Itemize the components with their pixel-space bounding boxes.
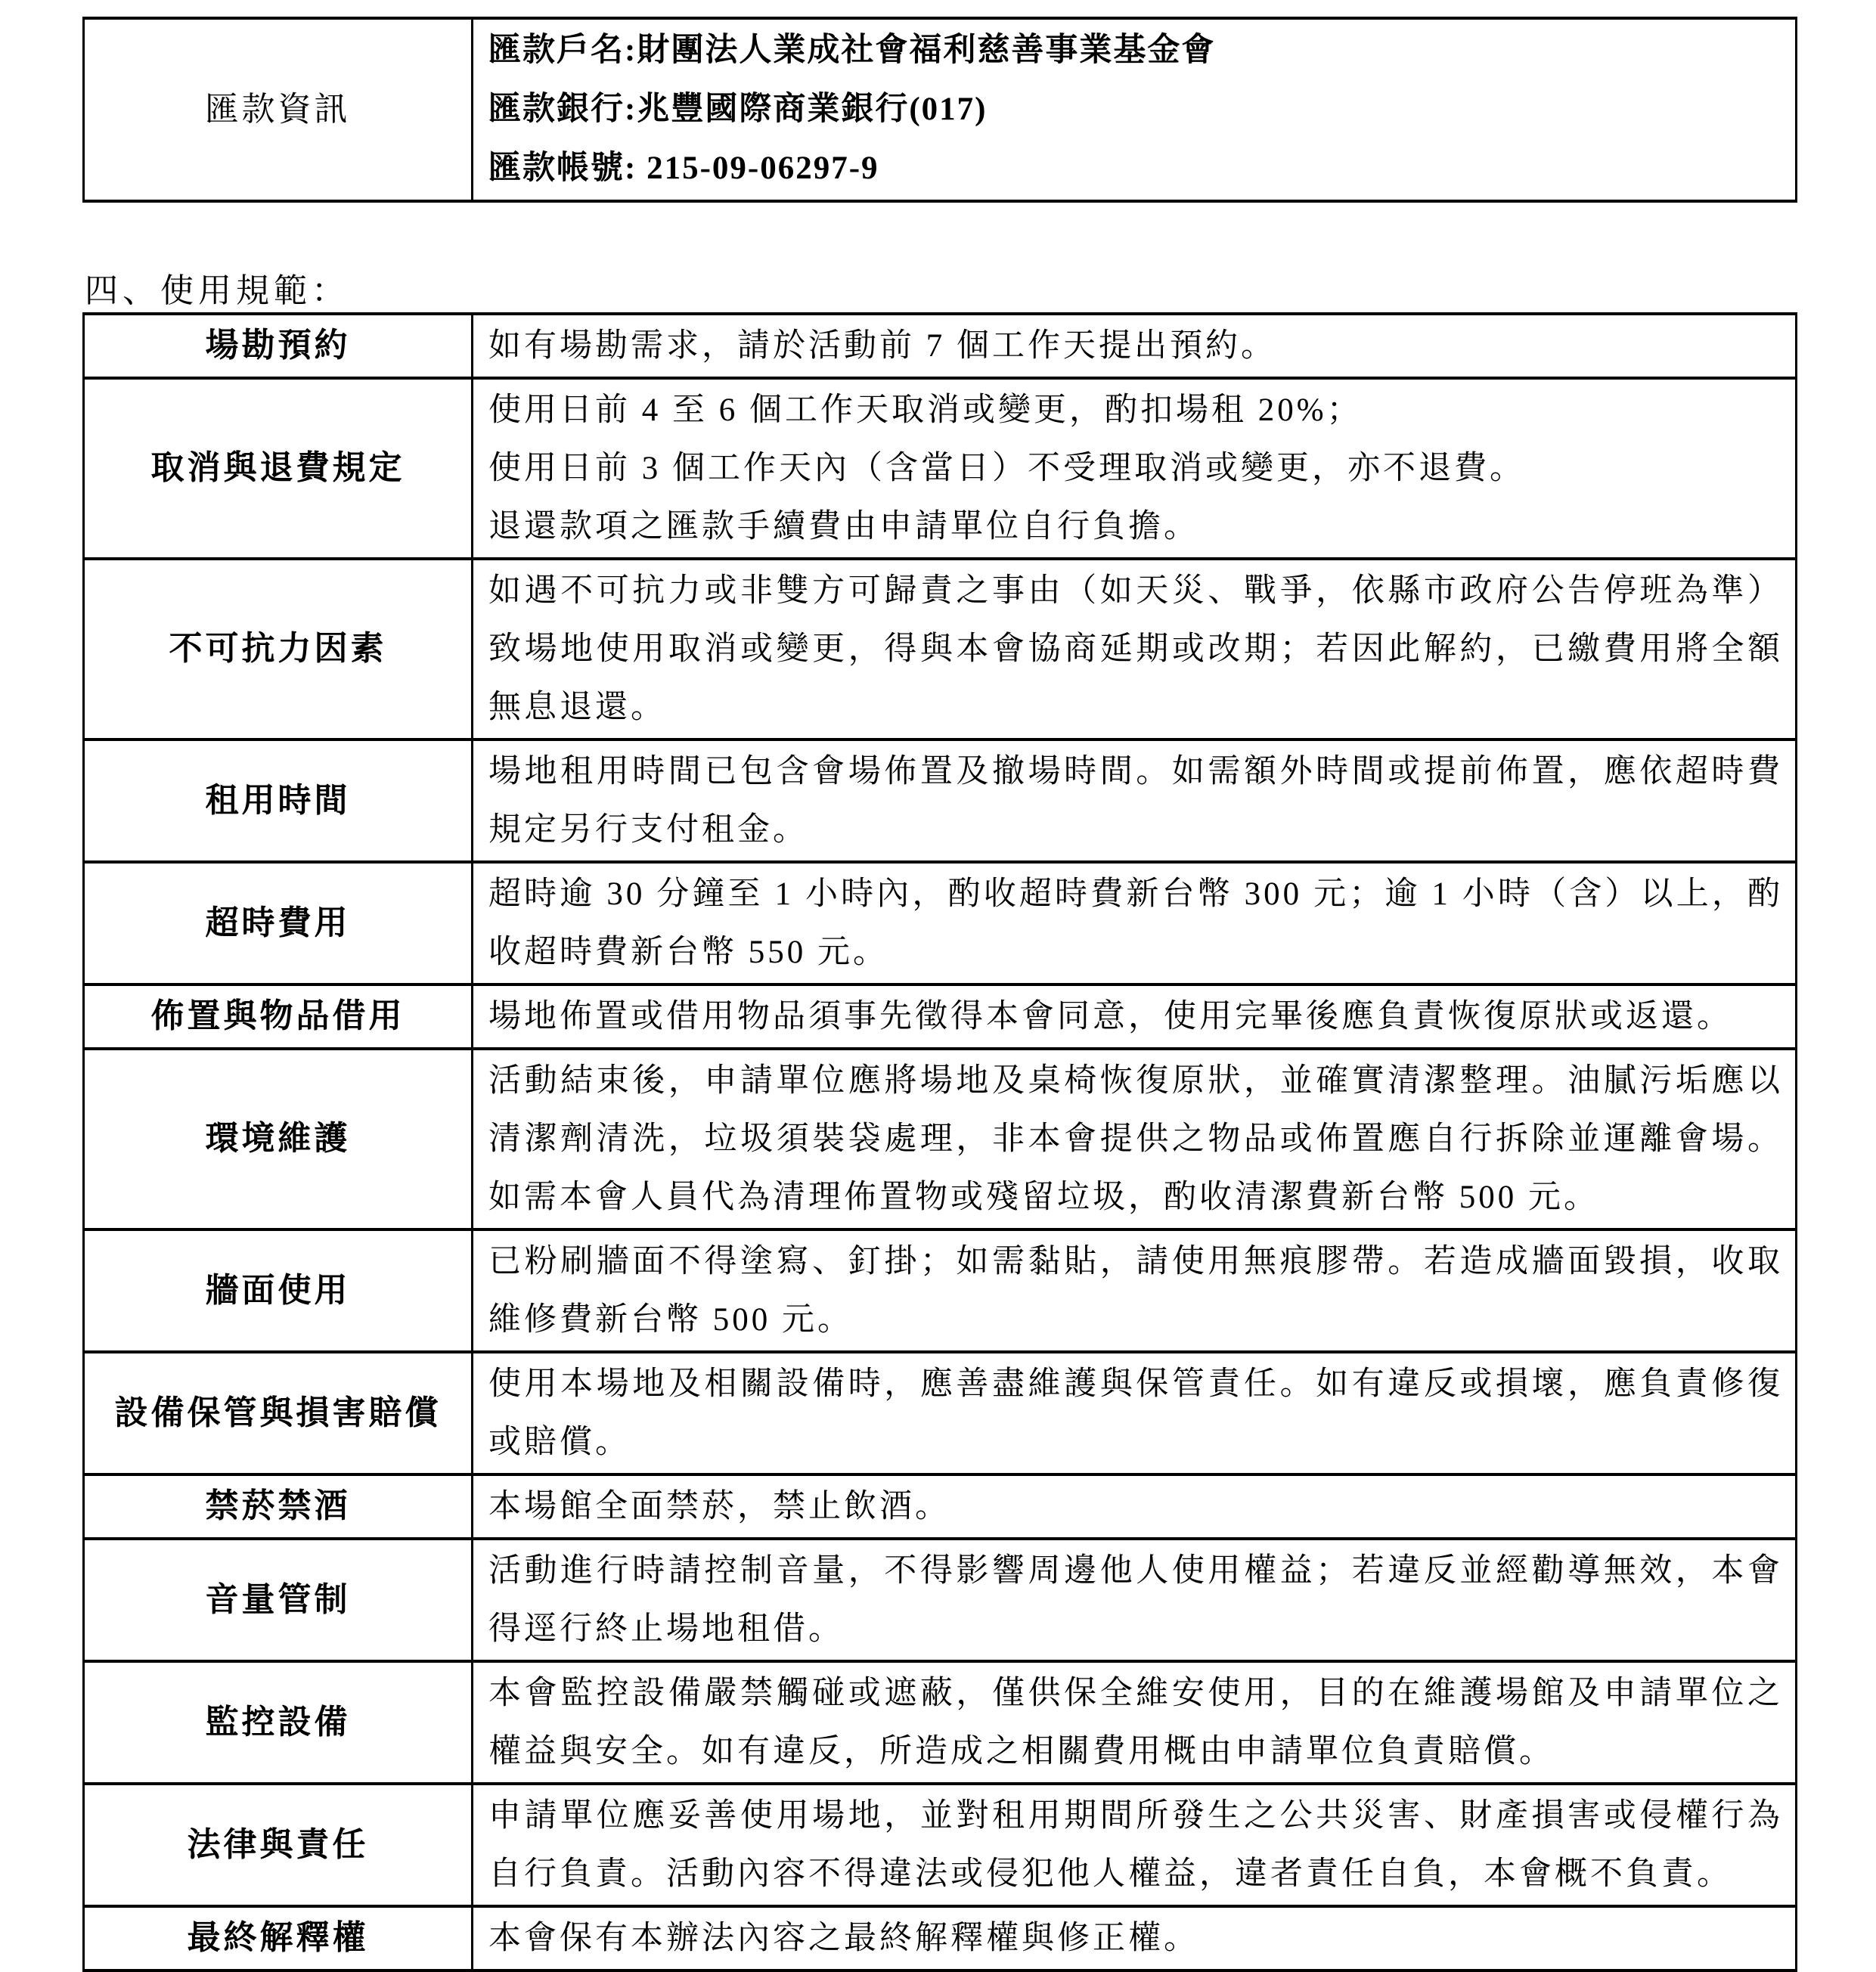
rule-text-line: 已粉刷牆面不得塗寫、釘掛；如需黏貼，請使用無痕膠帶。若造成牆面毀損，收取維修費新台幣 500 元。: [488, 1244, 1783, 1338]
rule-text-line: 活動結束後，申請單位應將場地及桌椅恢復原狀，並確實清潔整理。油膩污垢應以清潔劑清洗，垃圾須裝袋處理，非本會提供之物品或佈置應自行拆除並運離會場。如需本會人員代為清理佈置物或殘留垃圾，酌收清潔費新台幣 500 元。: [488, 1063, 1783, 1215]
rule-text-line: 使用日前 3 個工作天內（含當日）不受理取消或變更，亦不退費。: [488, 451, 1525, 486]
rule-text-line: 退還款項之匯款手續費由申請單位自行負擔。: [488, 509, 1199, 544]
rule-label: 最終解釋權: [84, 1906, 473, 1970]
rule-label: 音量管制: [84, 1539, 473, 1661]
rules-row: [84, 1474, 1797, 1539]
rule-text-line: 本會監控設備嚴禁觸碰或遮蔽，僅供保全維安使用，目的在維護場館及申請單位之權益與安全。如有違反，所造成之相關費用概由申請單位負責賠償。: [488, 1676, 1783, 1769]
rule-label: 法律與責任: [84, 1784, 473, 1906]
rule-text-line: 活動進行時請控制音量，不得影響周邊他人使用權益；若違反並經勸導無效，本會得逕行終止場地租借。: [488, 1553, 1783, 1647]
rule-label: 禁菸禁酒: [84, 1474, 473, 1539]
remittance-details: [473, 18, 1797, 201]
rule-text: [473, 1229, 1797, 1352]
rules-row: [84, 1661, 1797, 1784]
rules-row: [84, 862, 1797, 984]
rule-text: [473, 984, 1797, 1049]
rule-text: [473, 740, 1797, 862]
rule-text-line: 申請單位應妥善使用場地，並對租用期間所發生之公共災害、財產損害或侵權行為自行負責。活動內容不得違法或侵犯他人權益，違者責任自負，本會概不負責。: [488, 1798, 1783, 1892]
rule-text-line: 如有場勘需求，請於活動前 7 個工作天提出預約。: [488, 328, 1276, 364]
rules-row: [84, 314, 1797, 378]
rule-text: [473, 1049, 1797, 1229]
rule-text-line: 如遇不可抗力或非雙方可歸責之事由（如天災、戰爭，依縣市政府公告停班為準）致場地使用取消或變更，得與本會協商延期或改期；若因此解約，已繳費用將全額無息退還。: [488, 573, 1783, 725]
remittance-line: 匯款銀行:兆豐國際商業銀行(017): [488, 91, 988, 127]
rules-row: [84, 559, 1797, 740]
rule-text-line: 場地租用時間已包含會場佈置及撤場時間。如需額外時間或提前佈置，應依超時費規定另行支付租金。: [488, 754, 1783, 848]
rule-text: [473, 1352, 1797, 1474]
rule-text: [473, 1661, 1797, 1784]
rules-row: [84, 378, 1797, 559]
rule-text-line: 使用本場地及相關設備時，應善盡維護與保管責任。如有違反或損壞，應負責修復或賠償。: [488, 1366, 1783, 1460]
remittance-row: [84, 18, 1797, 201]
rule-text: [473, 862, 1797, 984]
rule-label: 環境維護: [84, 1049, 473, 1229]
remittance-line: 匯款戶名:財團法人業成社會福利慈善事業基金會: [488, 33, 1216, 68]
rule-label: 監控設備: [84, 1661, 473, 1784]
remittance-table: [82, 17, 1797, 203]
rules-row: [84, 740, 1797, 862]
rule-text-line: 本場館全面禁菸，禁止飲酒。: [488, 1489, 950, 1524]
rule-text: [473, 559, 1797, 740]
rule-text-line: 使用日前 4 至 6 個工作天取消或變更，酌扣場租 20%；: [488, 392, 1363, 428]
rule-label: 不可抗力因素: [84, 559, 473, 740]
rule-label: 設備保管與損害賠償: [84, 1352, 473, 1474]
rule-label: 佈置與物品借用: [84, 984, 473, 1049]
rules-row: [84, 1352, 1797, 1474]
rules-row: [84, 1906, 1797, 1970]
rule-label: 超時費用: [84, 862, 473, 984]
rule-text: [473, 1474, 1797, 1539]
rule-label: 取消與退費規定: [84, 378, 473, 559]
remittance-line: 匯款帳號: 215-09-06297-9: [488, 150, 879, 186]
rules-row: [84, 1049, 1797, 1229]
rule-text: [473, 1539, 1797, 1661]
rule-text: [473, 1784, 1797, 1906]
rule-text-line: 本會保有本辦法內容之最終解釋權與修正權。: [488, 1921, 1199, 1956]
rule-text: [473, 1906, 1797, 1970]
section-heading: 四、使用規範：: [85, 272, 349, 309]
rules-row: [84, 1784, 1797, 1906]
rules-row: [84, 1229, 1797, 1352]
rule-label: 牆面使用: [84, 1229, 473, 1352]
rule-label: 租用時間: [84, 740, 473, 862]
rule-text-line: 超時逾 30 分鐘至 1 小時內，酌收超時費新台幣 300 元；逾 1 小時（含）以上，酌收超時費新台幣 550 元。: [488, 876, 1783, 970]
rules-table: [82, 312, 1797, 1972]
rules-row: [84, 1539, 1797, 1661]
rule-text: [473, 378, 1797, 559]
rule-label: 場勘預約: [84, 314, 473, 378]
rule-text-line: 場地佈置或借用物品須事先徵得本會同意，使用完畢後應負責恢復原狀或返還。: [488, 999, 1732, 1034]
rule-text: [473, 314, 1797, 378]
remittance-label: 匯款資訊: [84, 18, 473, 201]
rules-table-body: [84, 314, 1797, 1970]
rules-row: [84, 984, 1797, 1049]
